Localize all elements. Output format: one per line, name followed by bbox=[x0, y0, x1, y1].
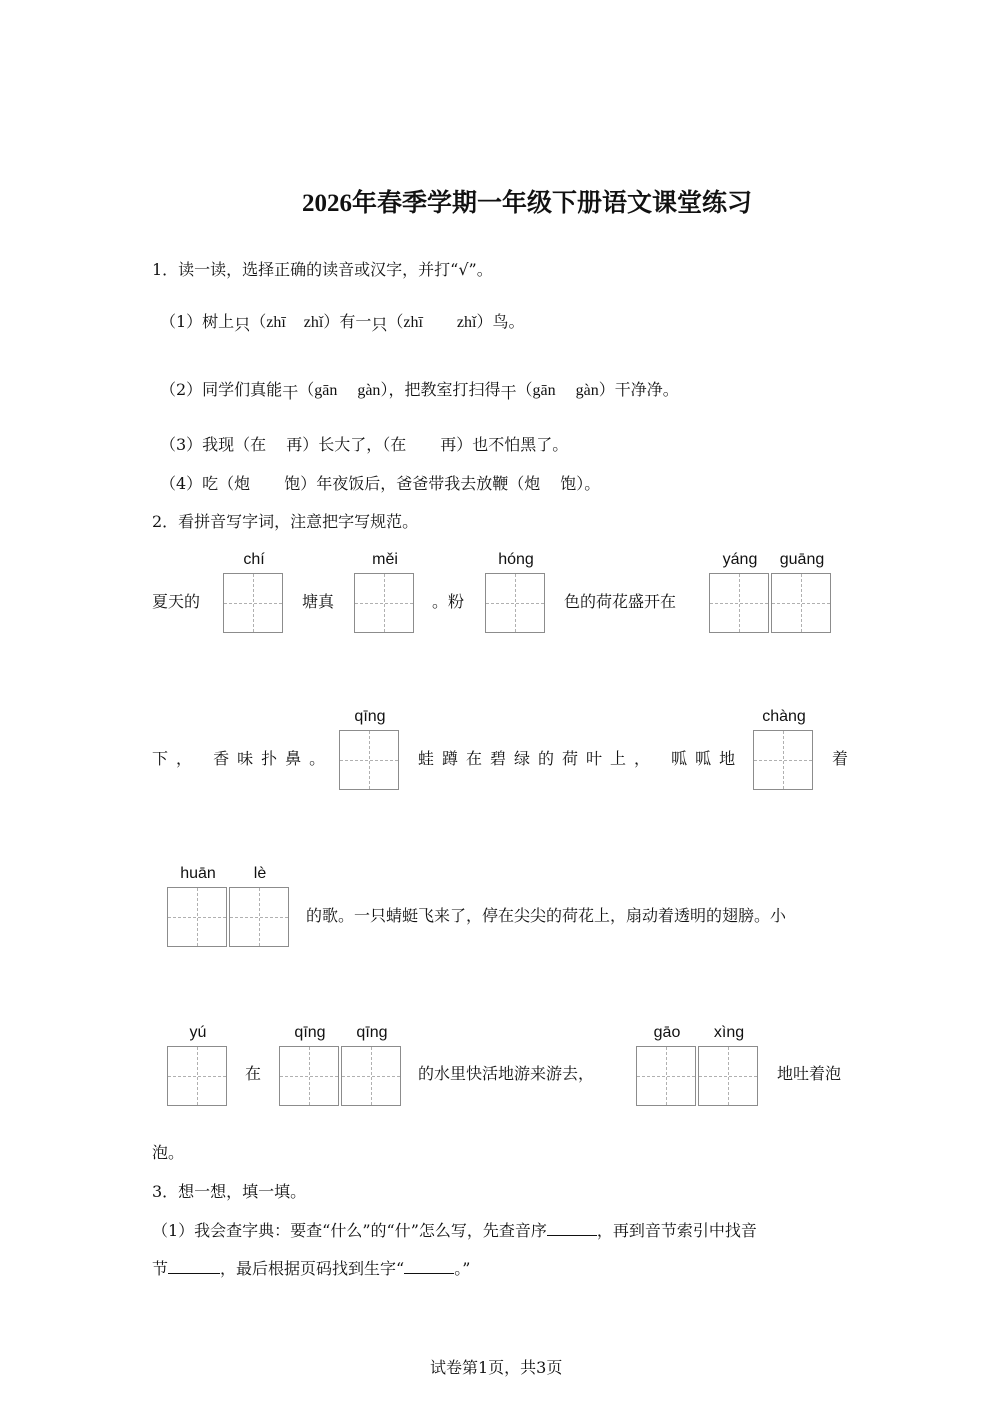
question-1-item-3: （3）我现（在 再）长大了，（在 再）也不怕黑了。 bbox=[160, 435, 569, 454]
writing-grid[interactable] bbox=[167, 1046, 227, 1106]
page-title: 2026年春季学期一年级下册语文课堂练习 bbox=[302, 190, 753, 217]
row2-text-3: 着 bbox=[832, 749, 849, 768]
question-1-item-2: （2）同学们真能干（gān gàn），把教室打扫得干（gān gàn）干净净。 bbox=[160, 380, 679, 402]
writing-grid[interactable] bbox=[341, 1046, 401, 1106]
row3-text-1: 的歌。一只蜻蜓飞来了，停在尖尖的荷花上，扇动着透明的翅膀。小 bbox=[306, 906, 787, 925]
writing-grid[interactable] bbox=[354, 573, 414, 633]
answer-blank[interactable] bbox=[547, 1221, 597, 1236]
row4-text-3: 地吐着泡 bbox=[777, 1064, 842, 1083]
pinyin-label: měi bbox=[372, 551, 398, 568]
row4-text-1: 在 bbox=[245, 1064, 262, 1083]
pinyin-label: chàng bbox=[762, 708, 806, 725]
writing-grid[interactable] bbox=[339, 730, 399, 790]
row1-text-1: 夏天的 bbox=[152, 592, 201, 611]
pinyin-label: yáng bbox=[722, 551, 758, 568]
row1-text-4: 色的荷花盛开在 bbox=[564, 592, 677, 611]
writing-grid[interactable] bbox=[229, 887, 289, 947]
writing-grid[interactable] bbox=[636, 1046, 696, 1106]
pinyin-label: gāo bbox=[653, 1024, 681, 1041]
writing-grid[interactable] bbox=[167, 887, 227, 947]
writing-grid[interactable] bbox=[485, 573, 545, 633]
row4-text-2: 的水里快活地游来游去， bbox=[418, 1064, 595, 1083]
row2-text-2: 蛙蹲在碧绿的荷叶上， 呱呱地 bbox=[418, 749, 744, 768]
pinyin-label: guāng bbox=[779, 551, 825, 568]
pinyin-label: xìng bbox=[713, 1024, 745, 1041]
writing-grid[interactable] bbox=[753, 730, 813, 790]
writing-grid[interactable] bbox=[698, 1046, 758, 1106]
page-footer: 试卷第1页，共3页 bbox=[430, 1358, 563, 1377]
pinyin-label: chí bbox=[243, 551, 265, 568]
answer-blank[interactable] bbox=[168, 1259, 220, 1274]
pinyin-label: yú bbox=[189, 1024, 207, 1041]
question-3-item-1-line-1: （1）我会查字典：要查“什么”的“什”怎么写，先查音序 ，再到音节索引中找音 bbox=[152, 1221, 757, 1240]
pinyin-label: qīng bbox=[354, 708, 386, 725]
row1-text-3: 。粉 bbox=[432, 592, 465, 611]
pinyin-label: qīng bbox=[294, 1024, 326, 1041]
pinyin-label: lè bbox=[253, 865, 267, 882]
pinyin-label: hóng bbox=[498, 551, 534, 568]
question-3-item-1-line-2: 节 ，最后根据页码找到生字“ 。” bbox=[152, 1259, 471, 1278]
question-1-item-4: （4）吃（炮 饱）年夜饭后，爸爸带我去放鞭（炮 饱）。 bbox=[160, 474, 601, 493]
writing-grid[interactable] bbox=[771, 573, 831, 633]
pinyin-label: huān bbox=[180, 865, 216, 882]
row2-text-1: 下， 香味扑鼻。 bbox=[152, 749, 334, 768]
question-2-heading: 2．看拼音写字词，注意把字写规范。 bbox=[152, 512, 419, 531]
answer-blank[interactable] bbox=[404, 1259, 454, 1274]
pinyin-label: qīng bbox=[356, 1024, 388, 1041]
row1-text-2: 塘真 bbox=[302, 592, 335, 611]
question-3-heading: 3．想一想，填一填。 bbox=[152, 1182, 307, 1201]
row4-tail-text: 泡。 bbox=[152, 1143, 185, 1162]
writing-grid[interactable] bbox=[223, 573, 283, 633]
writing-grid[interactable] bbox=[709, 573, 769, 633]
question-1-item-1: （1）树上只（zhī zhǐ）有一只（zhī zhǐ）鸟。 bbox=[160, 312, 525, 334]
question-1-heading: 1．读一读，选择正确的读音或汉字，并打“√”。 bbox=[152, 260, 493, 279]
writing-grid[interactable] bbox=[279, 1046, 339, 1106]
